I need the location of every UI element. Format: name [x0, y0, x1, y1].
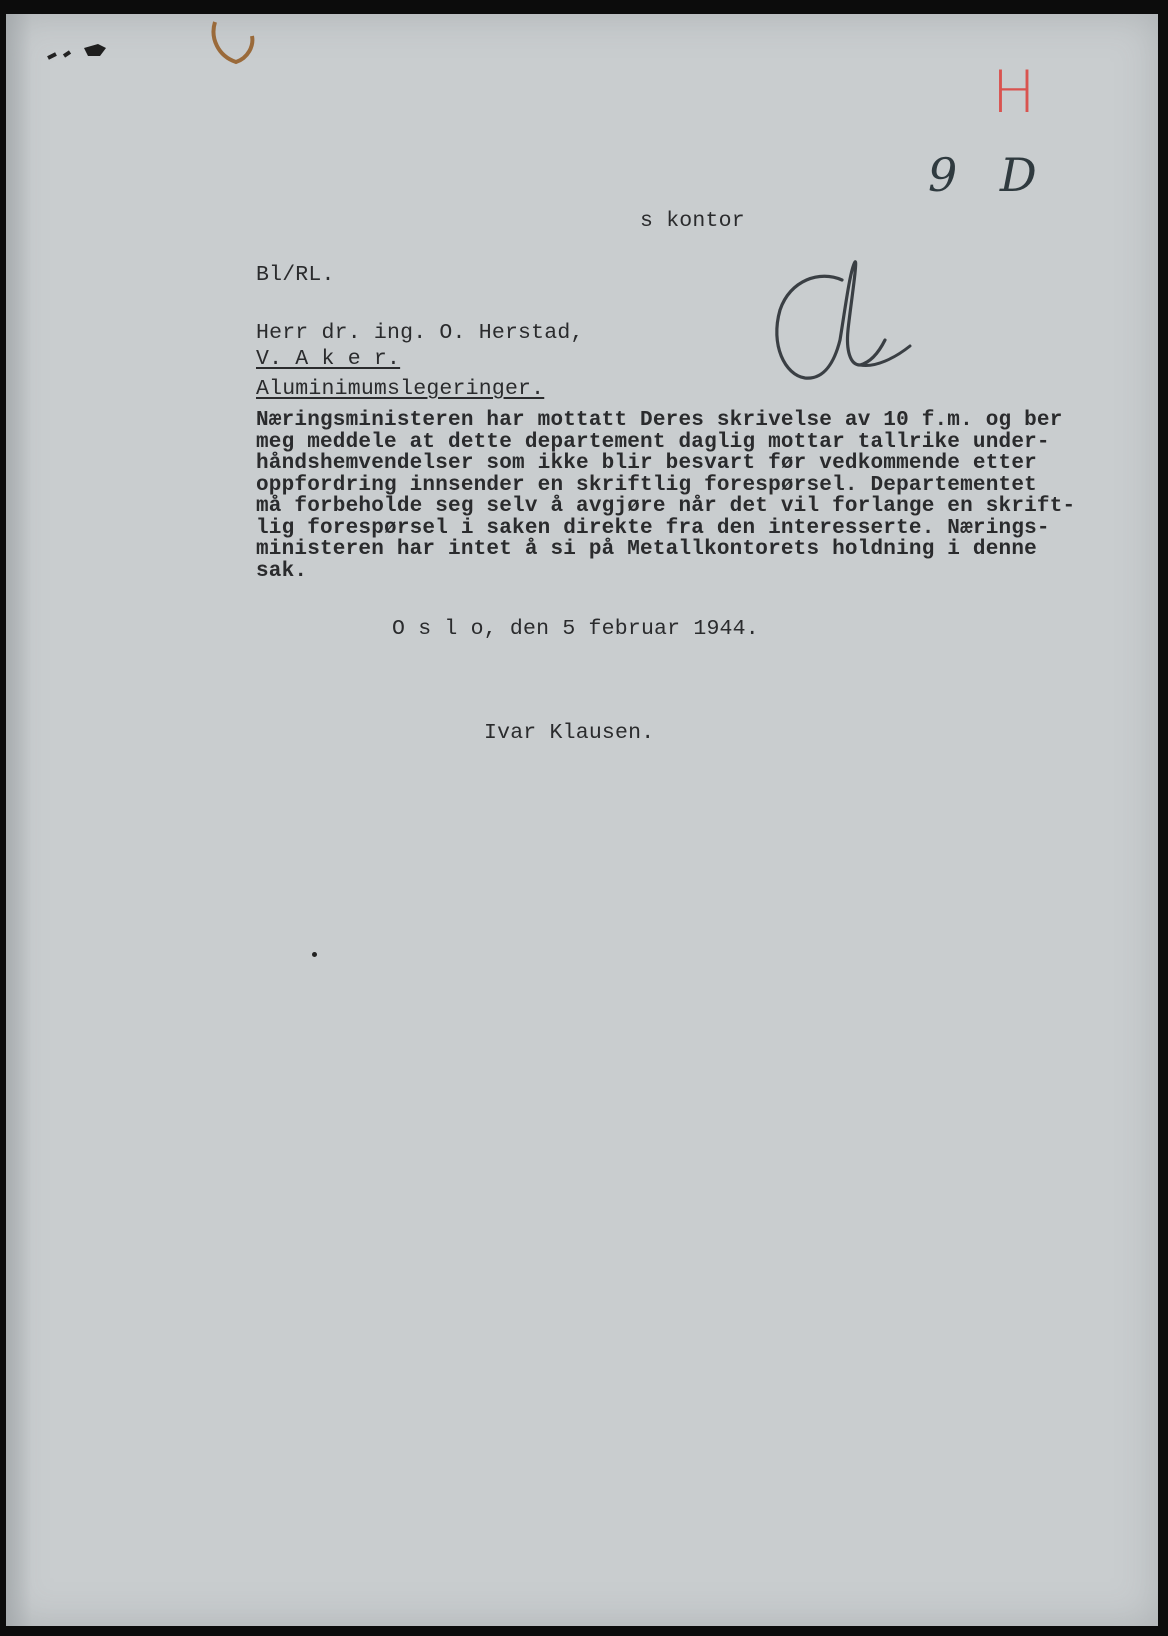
place-date: O s l o, den 5 februar 1944.	[392, 617, 759, 641]
paper-edge-shadow	[6, 14, 32, 1626]
body-line: Næringsministeren har mottatt Deres skrivelse av 10 f.m. og ber	[256, 409, 1063, 432]
handwritten-initial-mark	[750, 250, 920, 400]
body-line: oppfordring innsender en skriftlig forespørsel. Departementet	[256, 473, 1037, 497]
pencil-archive-code: 9 D	[928, 148, 1051, 202]
subject-line: Aluminimumslegeringer.	[256, 377, 545, 401]
paper-speck	[312, 952, 317, 957]
signature-typed: Ivar Klausen.	[484, 721, 655, 745]
letter-body	[256, 410, 1116, 582]
body-line: håndshemvendelser som ikke blir besvart før vedkommende etter	[256, 452, 1037, 475]
corner-tape-mark	[40, 18, 270, 78]
addressee-place: V. A k e r.	[256, 347, 401, 371]
body-line: ministeren har intet å si på Metallkontorets holdning i denne	[256, 538, 1037, 561]
body-line: lig forespørsel i saken direkte fra den interesserte. Nærings-	[256, 516, 1050, 540]
red-pencil-mark: H	[992, 58, 1036, 126]
paper-sheet	[6, 14, 1158, 1626]
addressee-name: Herr dr. ing. O. Herstad,	[256, 321, 584, 345]
body-line: meg meddele at dette departement daglig mottar tallrike under-	[256, 430, 1050, 454]
body-line: må forbeholde seg selv å avgjøre når det vil forlange en skrift-	[256, 495, 1076, 518]
reference-code: Bl/RL.	[256, 263, 335, 287]
body-line: sak.	[256, 559, 308, 583]
office-header: s kontor	[640, 209, 745, 233]
